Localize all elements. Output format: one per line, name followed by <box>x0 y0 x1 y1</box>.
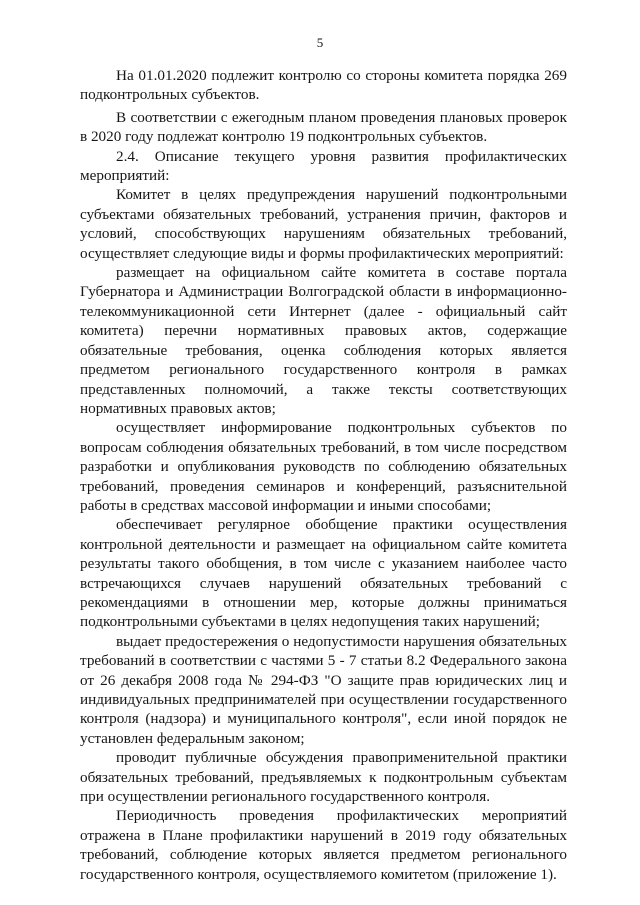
paragraph-planned-inspections: В соответствии с ежегодным планом проведения плановых проверок в 2020 году подлежат контролю 19 подконтрольных субъектов. <box>80 108 567 146</box>
paragraph-periodicity: Периодичность проведения профилактических мероприятий отражена в Плане профилактики нарушений в 2019 году обязательных требований, соблюдение которых является предметом регионального государственного контроля, осуществляемого комитетом (приложение 1). <box>80 807 567 883</box>
list-item-informing: осуществляет информирование подконтрольных субъектов по вопросам соблюдения обязательных требований, в том числе посредством разработки и опубликования руководств по соблюдению обязательных требований, проведения семинаров и конференций, разъяснительной работы в средствах массовой информации и иными способами; <box>80 419 567 514</box>
list-item-publishes-acts: размещает на официальном сайте комитета в составе портала Губернатора и Администрации Волгоградской области в информационно-телекоммуникационной сети Интернет (далее - официальный сайт комитета) перечни нормативных правовых актов, содержащие обязательные требования, оценка соблюдения которых является предметом регионального государственного контроля в рамках представленных полномочий, а также тексты соответствующих нормативных правовых актов; <box>80 264 567 417</box>
list-item-generalization: обеспечивает регулярное обобщение практики осуществления контрольной деятельности и размещает на официальном сайте комитета результаты такого обобщения, в том числе с указанием наиболее часто встречающихся случаев нарушений обязательных требований с рекомендациями в отношении мер, которые должны приниматься подконтрольными субъектами в целях недопущения таких нарушений; <box>80 516 567 631</box>
document-body <box>80 66 567 884</box>
page-number: 5 <box>316 35 324 50</box>
list-item-warnings: выдает предостережения о недопустимости нарушения обязательных требований в соответствии с частями 5 - 7 статьи 8.2 Федерального закона от 26 декабря 2008 года № 294-ФЗ "О защите прав юридических лиц и индивидуальных предпринимателей при осуществлении государственного контроля (надзора) и муниципального контроля", если иной порядок не установлен федеральным законом; <box>80 632 567 747</box>
section-heading-2-4: 2.4. Описание текущего уровня развития профилактических мероприятий: <box>80 147 567 185</box>
list-item-public-discussions: проводит публичные обсуждения правоприменительной практики обязательных требований, предъявляемых к подконтрольным субъектам при осуществлении регионального государственного контроля. <box>80 749 567 806</box>
paragraph-subjects-count: На 01.01.2020 подлежит контролю со стороны комитета порядка 269 подконтрольных субъектов. <box>80 67 567 104</box>
paragraph-committee-measures: Комитет в целях предупреждения нарушений подконтрольными субъектами обязательных требований, устранения причин, факторов и условий, способствующих нарушениям обязательных требований, осуществляет следующие виды и формы профилактических мероприятий: <box>80 186 567 262</box>
